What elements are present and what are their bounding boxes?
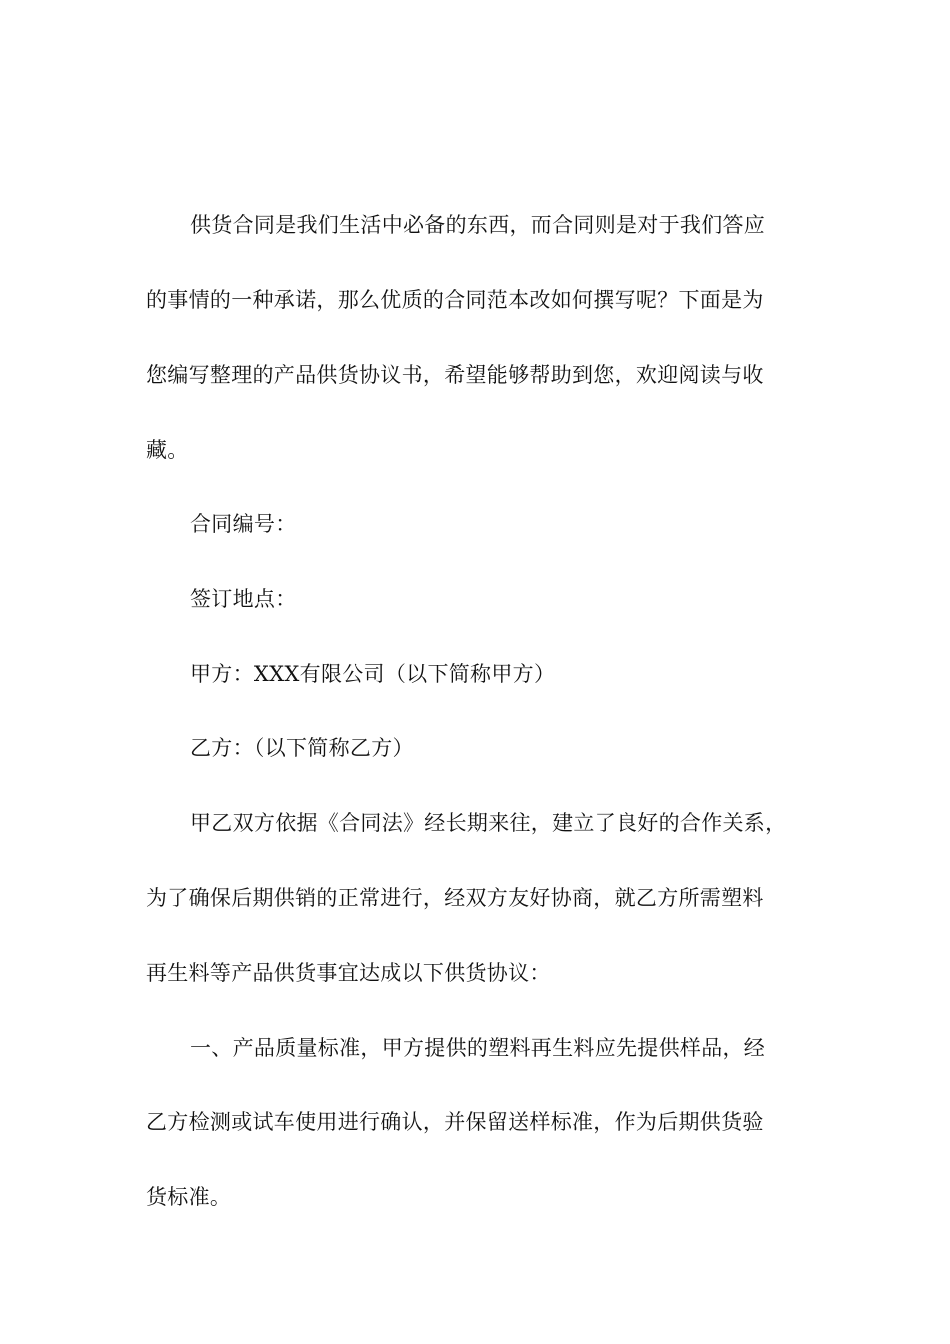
clause-1-line-2: 乙方检测或试车使用进行确认，并保留送样标准，作为后期供货验 [146, 1110, 764, 1134]
preamble-line-3: 再生料等产品供货事宜达成以下供货协议： [146, 961, 551, 985]
clause-1-line-1: 一、产品质量标准，甲方提供的塑料再生料应先提供样品，经 [190, 1036, 766, 1060]
preamble-line-1: 甲乙双方依据《合同法》经长期来往，建立了良好的合作关系， [190, 811, 787, 835]
intro-line-4: 藏。 [146, 438, 189, 462]
signing-place-label: 签订地点： [190, 587, 297, 611]
intro-line-2: 的事情的一种承诺，那么优质的合同范本改如何撰写呢？下面是为 [146, 288, 764, 312]
clause-1-line-3: 货标准。 [146, 1185, 232, 1209]
preamble-line-2: 为了确保后期供销的正常进行，经双方友好协商，就乙方所需塑料 [146, 886, 764, 910]
party-b-line: 乙方：（以下简称乙方） [190, 736, 414, 760]
contract-number-label: 合同编号： [190, 512, 297, 536]
intro-line-1: 供货合同是我们生活中必备的东西，而合同则是对于我们答应 [190, 213, 766, 237]
intro-line-3: 您编写整理的产品供货协议书，希望能够帮助到您，欢迎阅读与收 [146, 363, 764, 387]
party-a-line: 甲方：XXX有限公司（以下简称甲方） [190, 662, 556, 686]
